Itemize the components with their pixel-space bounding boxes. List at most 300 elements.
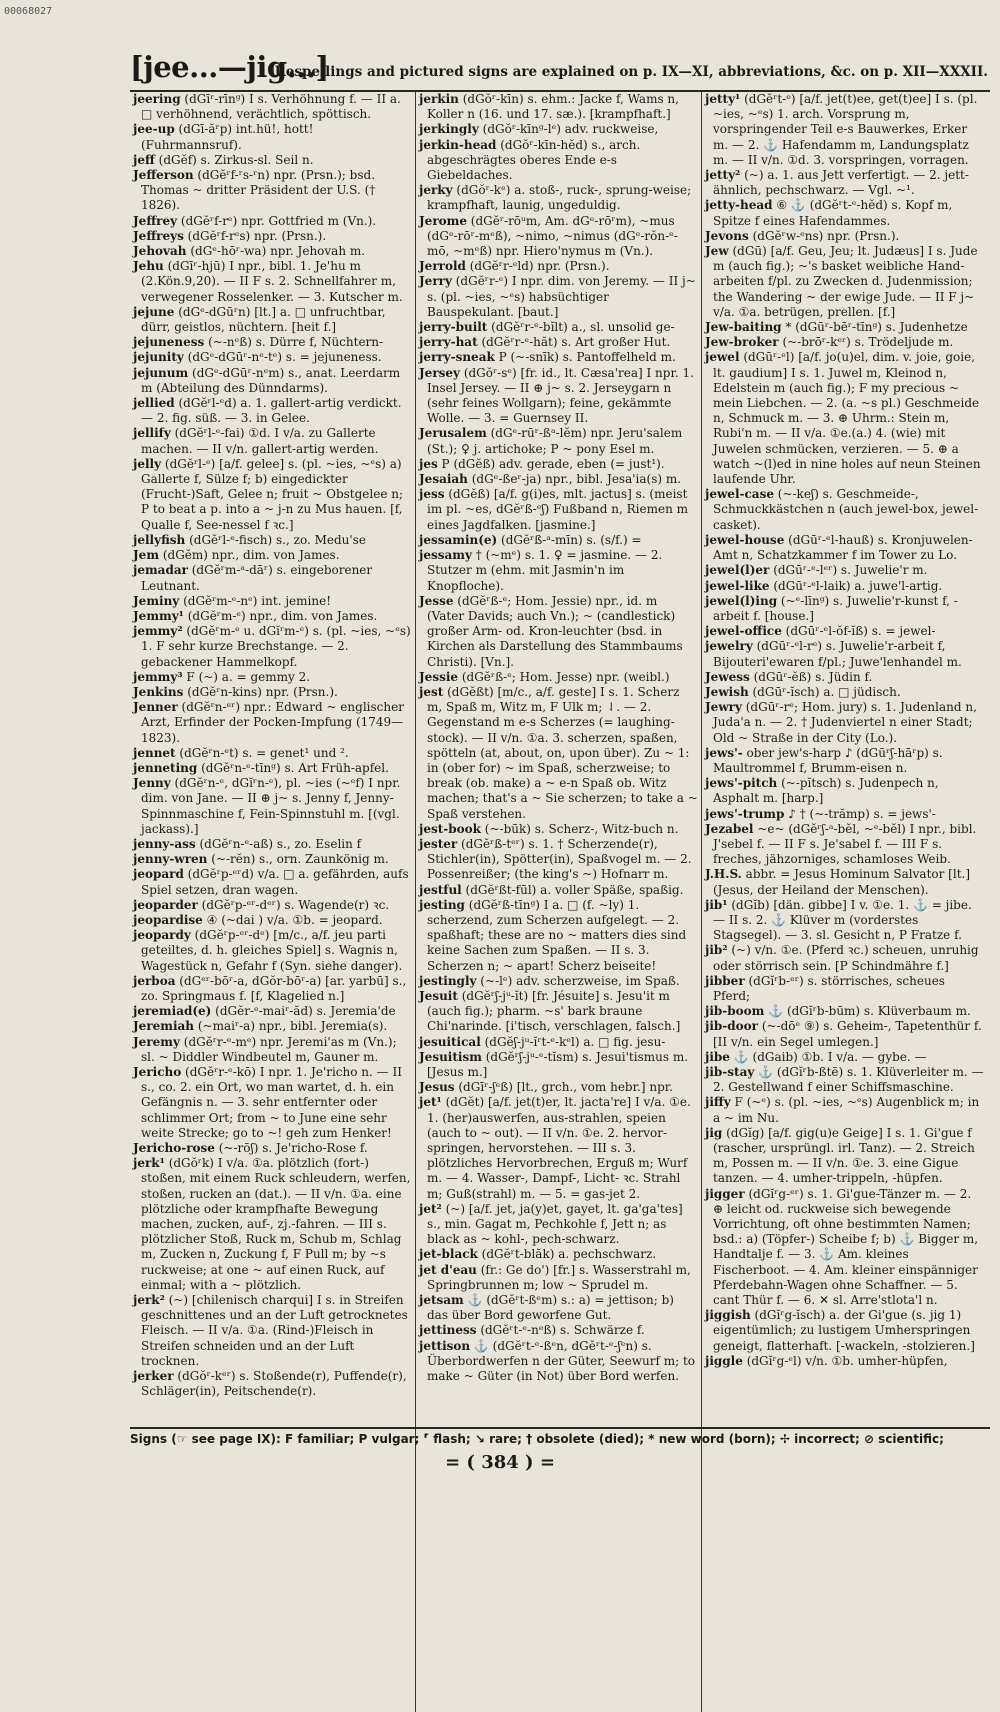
entry-headword: jest	[419, 684, 444, 699]
entry-headword: jess	[419, 487, 445, 502]
entry-definition: (dGĕʳl-ᵉ) [a/f. gelee] s. (pl. ~ies, ~ᵉs) a) Gallerte f, Sülze f; b) eingedickter (Frucht-)Saft, Gelee n; fruit ~ Obstgelee n; P to beat a p. into a ~ j-n zu Mus hauen. [f, Qualle f, See-nessel f ꝛc.]	[141, 456, 404, 532]
entry-headword: jibe	[705, 1049, 730, 1064]
entry-headword: Jeffrey	[133, 213, 178, 228]
entry-definition: (dGĕʳt-blăk) a. pechschwarz.	[477, 1247, 657, 1262]
dictionary-entry	[705, 1354, 985, 1369]
dictionary-entry	[133, 837, 412, 852]
dictionary-entry	[133, 1141, 412, 1156]
entry-definition: (dGĕʳr-ᵉ-kō) I npr. 1. Je'richo n. — II s., co. 2. ein Ort, wo man wartet, d. h. ein Gefängnis n. — 3. sehr entfernter oder schlimmer Ort; from ~ to June eine sehr weite Strecke; go to ~! geh zum Henker!	[141, 1065, 402, 1140]
entry-definition: (dGĕʳn-ᵉ, dGĭʳn-ᵉ), pl. ~ies (~ᵉf) I npr. dim. von Jane. — II ⊕ j~ s. Jenny f, Jenny-Spinnmaschine f, Fein-Spinnstuhl m. [(vgl. jackass).]	[141, 776, 401, 836]
entry-headword: Jemmy¹	[133, 608, 184, 623]
entry-definition: (~-nᵉß) s. Dürre f, Nüchtern-	[204, 335, 384, 350]
entry-definition: (dGᵉ-rūʳ-ßᵃ-lĕm) npr. Jeru'salem (St.); ♀ j. artichoke; P ~ pony Esel m.	[427, 426, 683, 456]
entry-definition: (dGīʳ-ʃᵉß) [lt., grch., vom hebr.] npr.	[454, 1080, 673, 1095]
entry-headword: jest-book	[419, 821, 481, 836]
entry-definition: (dGīʳ-hjū) I npr., bibl. 1. Je'hu m (2.Kön.9,20). — II F s. 2. Schnellfahrer m, verwegener Rosselenker. — 3. Kutscher m.	[141, 259, 403, 304]
dictionary-entry	[419, 1095, 698, 1201]
dictionary-entry	[133, 928, 412, 974]
dictionary-entry	[419, 335, 698, 350]
dictionary-entry	[419, 426, 698, 456]
dictionary-entry	[419, 274, 698, 320]
entry-headword: jews'-pitch	[705, 776, 778, 791]
dictionary-entry	[133, 1035, 412, 1065]
dictionary-entry	[705, 168, 985, 198]
entry-headword: Jessie	[419, 669, 459, 684]
entry-definition: (dGĕʳp-ᵉʳd) v/a. □ a. gefährden, aufs Spiel setzen, dran wagen.	[141, 867, 409, 897]
dictionary-entry	[705, 670, 985, 685]
entry-definition: (dGŏʳ-kīn) s. ehm.: Jacke f, Wams n, Koller n (16. und 17. sæ.). [krampfhaft.]	[427, 92, 679, 122]
entry-headword: jib¹	[705, 897, 728, 912]
entry-headword: Jezabel	[705, 821, 754, 836]
entry-definition: (~-brōʳ-kᵉʳ) s. Trödeljude m.	[778, 335, 954, 350]
entry-definition: (~-pĭtsch) s. Judenpech n, Asphalt m. [harp.]	[713, 776, 939, 806]
dictionary-entry	[133, 396, 412, 426]
entry-headword: jemmy³	[133, 669, 183, 684]
entry-definition: (dGᵉʳ-bōʳ-a, dGŏr-bōʳ-a) [ar. yarbū] s., zo. Springmaus f. [f, Klagelied n.]	[141, 973, 407, 1003]
entry-headword: jettiness	[419, 1323, 477, 1338]
entry-headword: jiffy	[705, 1095, 731, 1110]
dictionary-entry	[705, 867, 985, 897]
entry-definition: (dGĕʳn-ᵉʳ) npr.: Edward ~ englischer Arzt, Erfinder der Pocken-Impfung (1749—1823).	[141, 700, 404, 745]
dictionary-entry	[419, 989, 698, 1035]
dictionary-entry	[133, 548, 412, 563]
entry-definition: (dGĕʳm-ᵃ-dāʳ) s. eingeborener Leutnant.	[141, 563, 373, 593]
dictionary-entry	[419, 1339, 698, 1385]
dictionary-entry	[419, 685, 698, 822]
dictionary-entry	[705, 1004, 985, 1019]
entry-headword: jib-door	[705, 1019, 758, 1034]
dictionary-entry	[705, 700, 985, 746]
entry-headword: jiggle	[705, 1353, 743, 1368]
dictionary-entry	[133, 700, 412, 746]
entry-definition: (dGᵉ-ßeʳ-ja) npr., bibl. Jesa'ia(s) m.	[467, 472, 682, 487]
entry-definition: (~) [chilenisch charqui] I s. in Streifen geschnittenes und an der Luft getrocknetes Fleisch. — II v/a. ①a. (Rind-)Fleisch in Streifen schneiden und an der Luft trocknen.	[141, 1293, 408, 1368]
entry-headword: jet¹	[419, 1095, 442, 1110]
entry-definition: ~e~ (dGĕʳʃ-ᵃ-bĕl, ~ᵉ-bĕl) I npr., bibl. J'sebel f. — II F s. Je'sabel f. — III F s. freches, jähzorniges, schamloses Weib.	[713, 821, 977, 867]
dictionary-entry	[133, 92, 412, 122]
entry-headword: Jerome	[419, 213, 467, 228]
entry-definition: ober jew's-harp ♪ (dGūʳʃ-hāʳp) s. Maultrommel f, Brumm-eisen n.	[713, 745, 943, 775]
entry-headword: jeoparder	[133, 897, 198, 912]
entry-definition: (dGĕʳm-ᵉ-nᵉ) int. jemine!	[179, 593, 332, 608]
entry-definition: (dGĕʳp-ᵉʳ-dᵉʳ) s. Wagende(r) ꝛc.	[197, 897, 390, 912]
dictionary-entry	[705, 685, 985, 700]
entry-definition: (dGĕʃ-jᵘ-ĭʳt-ᵉ-kᵉl) a. □ fig. jesu-	[480, 1034, 666, 1049]
entry-definition: (dGĕʳl-ᵉ-fai) ①d. I v/a. zu Gallerte machen. — II v/n. gallert-artig werden.	[141, 426, 379, 456]
entry-definition: (dGᵉ-dGūʳ-nᵉm) s., anat. Leerdarm m (Abteilung des Dünndarms).	[141, 365, 401, 395]
entry-headword: jerker	[133, 1369, 174, 1384]
dictionary-entry	[419, 487, 698, 533]
entry-definition: (dGĕʳß-ᵉ; Hom. Jesse) npr. (weibl.)	[458, 669, 670, 684]
dictionary-entry	[133, 563, 412, 593]
entry-definition: (dGĕʳm-ᵉ) npr., dim. von James.	[183, 608, 378, 623]
dictionary-entry	[419, 366, 698, 427]
entry-definition: (dGĭʳg-ᵉl) v/n. ①b. umher-hüpfen,	[742, 1353, 948, 1368]
entry-definition: (dGŏʳ-kᵉ) a. stoß-, ruck-, sprung-weise; krampfhaft, launig, ungeduldig.	[427, 183, 692, 213]
dictionary-entry	[705, 350, 985, 487]
dictionary-entry	[133, 609, 412, 624]
dictionary-entry	[705, 1019, 985, 1049]
dictionary-entry	[705, 1126, 985, 1187]
entry-definition: (dGĕm) npr., dim. von James.	[159, 548, 340, 563]
entry-headword: Jesaiah	[419, 472, 468, 487]
dictionary-entry	[419, 1080, 698, 1095]
entry-definition: (dGĭʳg-ᵉʳ) s. 1. Gi'gue-Tänzer m. — 2. ⊕ leicht od. ruckweise sich bewegende Vorrichtung, oft ohne bestimmten Namen; bsd.: a) (Töpfer-) Scheibe f; b) ⚓ Bigger m, Handtalje f. — 3. ⚓ Am. kleines Fischerboot. — 4. Am. kleiner einspänniger Pferdebahn-Wagen ohne Schaffner. — 5. cant Thür f. — 6. ✕ sl. Arre'stlota'l n.	[713, 1186, 979, 1308]
dictionary-entry	[133, 1004, 412, 1019]
dictionary-entry	[419, 837, 698, 883]
entry-headword: jerkin-head	[419, 137, 497, 152]
entry-definition: (dGĕʳm-ᵉ u. dGĭʳm-ᵉ) s. (pl. ~ies, ~ᵉs) 1. F sehr kurze Brechstange. — 2. gebackener Hammelkopf.	[141, 624, 411, 669]
dictionary-entry	[705, 1050, 985, 1065]
entry-definition: (~-keʃ) s. Geschmeide-, Schmuckkästchen n (auch jewel-box, jewel-casket).	[713, 487, 979, 532]
entry-headword: jetsam	[419, 1293, 464, 1308]
entry-headword: jerry-sneak	[419, 350, 495, 365]
dictionary-entry	[705, 974, 985, 1004]
entry-headword: Jehu	[133, 259, 164, 274]
entry-headword: Jerusalem	[419, 426, 487, 441]
entry-headword: Jeminy	[133, 593, 180, 608]
entry-headword: jerkingly	[419, 122, 479, 137]
dictionary-entry	[705, 533, 985, 563]
entry-headword: jellied	[133, 396, 175, 411]
entry-headword: Jesse	[419, 593, 454, 608]
dictionary-entry	[705, 943, 985, 973]
entry-headword: jetty-head	[705, 198, 773, 213]
entry-definition: (~) [a/f. jet, ja(y)et, gayet, lt. ga'ga'tes] s., min. Gagat m, Pechkohle f, Jett n; as black as ~ kohl-, pech-schwarz.	[427, 1201, 683, 1247]
entry-headword: jemadar	[133, 563, 188, 578]
entry-definition: (dGĕß) [a/f. g(i)es, mlt. jactus] s. (meist im pl. ~es, dGĕʳß-ᵉʃ) Fußband n, Riemen m eines Jagdfalken. [jasmine.]	[427, 487, 688, 532]
entry-headword: Jew-baiting	[705, 320, 782, 335]
dictionary-entry	[705, 898, 985, 944]
entry-definition: (dGĕʳ-rōᵘm, Am. dGᵉ-rōʳm), ~mus (dGᵉ-rōʳ-mᵉß), ~nimo, ~nimus (dGᵉ-rŏn-ᵉ-mō, ~mᵉß) npr. Hiero'nymus m (Vn.).	[427, 213, 678, 259]
dictionary-entry	[133, 305, 412, 335]
entry-definition: (~-rĕn) s., orn. Zaunkönig m.	[207, 852, 389, 867]
dictionary-entry	[705, 1065, 985, 1095]
entry-definition: * (dGūʳ-bēʳ-tīnᵍ) s. Judenhetze	[781, 320, 968, 335]
entry-definition: (dGᵉ-dGūʳ-nᵉ-tᵉ) s. = jejuneness.	[183, 350, 382, 365]
dictionary-entry	[705, 244, 985, 320]
entry-definition: (dGĕʳl-ᵉd) a. 1. gallert-artig verdickt. — 2. fig. süß. — 3. in Gelee.	[141, 396, 402, 426]
dictionary-entry	[133, 366, 412, 396]
dictionary-entry	[133, 898, 412, 913]
dictionary-entry	[133, 350, 412, 365]
entry-definition: (fr.: Ge do') [fr.] s. Wasserstrahl m, Springbrunnen m; low ~ Sprudel m.	[427, 1262, 691, 1292]
guide-words: [jee...—jig...]	[130, 50, 329, 84]
entry-headword: Jewess	[705, 669, 750, 684]
entry-definition: (dGĕʳr-ᵉ-hăt) s. Art großer Hut.	[477, 335, 671, 350]
entry-headword: Jerry	[419, 274, 452, 289]
dictionary-entry	[419, 548, 698, 594]
entry-headword: Jersey	[419, 365, 460, 380]
entry-definition: ⚓ (dGĭʳb-būm) s. Klüverbaum m.	[764, 1004, 971, 1019]
dictionary-entry	[133, 852, 412, 867]
dictionary-entry	[705, 335, 985, 350]
entry-definition: (~-lᵉ) adv. scherzweise, im Spaß.	[476, 973, 680, 988]
dictionary-entry	[419, 350, 698, 365]
entry-definition: (dGĕʳn-kins) npr. (Prsn.).	[183, 684, 338, 699]
entry-definition: (~-rōʃ) s. Je'richo-Rose f.	[214, 1141, 368, 1156]
dictionary-entry	[133, 761, 412, 776]
dictionary-entry	[419, 138, 698, 184]
entry-headword: jenneting	[133, 760, 198, 775]
entry-headword: jee-up	[133, 122, 175, 137]
dictionary-entry	[133, 1293, 412, 1369]
entry-headword: jemmy²	[133, 624, 183, 639]
dictionary-entry	[419, 883, 698, 898]
dictionary-entry	[705, 594, 985, 624]
entry-headword: jester	[419, 836, 458, 851]
dictionary-entry	[705, 807, 985, 822]
dictionary-entry	[133, 670, 412, 685]
entry-definition: (dGĕʳl-ᵉ-fisch) s., zo. Medu'se	[185, 532, 366, 547]
entry-headword: jeering	[133, 92, 181, 106]
entry-definition: F (~ᵉ) s. (pl. ~ies, ~ᵉs) Augenblick m; in a ~ im Nu.	[713, 1095, 980, 1125]
entry-definition: (dGĕf) s. Zirkus-sl. Seil n.	[154, 152, 314, 167]
entry-definition: (~ᵉ-līnᵍ) s. Juwelie'r-kunst f, -arbeit f. [house.]	[713, 593, 958, 623]
dictionary-entry	[705, 746, 985, 776]
dictionary-entry	[705, 563, 985, 578]
entry-definition: (dGĕʳt-ᵉ) [a/f. jet(t)ee, get(t)ee] I s. (pl. ~ies, ~ᵉs) 1. arch. Vorsprung m, vorspringender Teil e-s Bauwerkes, Erker m. — 2. ⚓ Hafendamm m, Landungsplatz m. — II v/n. ①d. 3. vorspringen, vorragen.	[713, 92, 978, 167]
entry-headword: jeopard	[133, 867, 184, 882]
entry-headword: jet d'eau	[419, 1262, 477, 1277]
entry-headword: jewel-like	[705, 578, 770, 593]
dictionary-entry	[133, 229, 412, 244]
entry-headword: jessamy	[419, 548, 472, 563]
entry-definition: ⚓ (dGaib) ①b. I v/a. — gybe. —	[729, 1049, 927, 1064]
entry-headword: Jericho	[133, 1065, 182, 1079]
entry-headword: jellify	[133, 426, 171, 441]
entry-definition: (~-dōᵉ ⑨) s. Geheim-, Tapetenthür f. [II v/n. ein Segel umlegen.]	[713, 1019, 982, 1049]
entry-headword: jewel-office	[705, 624, 782, 639]
entry-headword: jelly	[133, 456, 162, 471]
page-id: 00068027	[4, 6, 53, 17]
entry-definition: (dGĕʳr-ᵉ-bĭlt) a., sl. unsolid ge-	[487, 320, 675, 335]
entry-headword: jettison	[419, 1338, 471, 1353]
entry-definition: (dGĕʳʃ-jᵘ-ĭt) [fr. Jésuite] s. Jesu'it m (auch fig.); pharm. ~s' bark braune Chi'narinde. [i'tisch, verschlagen, falsch.]	[427, 988, 681, 1034]
dictionary-entry	[133, 974, 412, 1004]
entry-definition: (dGĭb) [dän. gibbe] I v. ①e. 1. ⚓ = jibe. — II s. 2. ⚓ Klüver m (vorderstes Stagsegel). — 3. sl. Gesicht n, P Fratze f.	[713, 897, 972, 943]
dictionary-entry	[133, 335, 412, 350]
entry-headword: jestingly	[419, 973, 477, 988]
entry-definition: (~-būk) s. Scherz-, Witz-buch n.	[480, 821, 679, 836]
entry-headword: jet-black	[419, 1247, 478, 1262]
entry-definition: (dGĕʳßt-fūl) a. voller Späße, spaßig.	[461, 882, 684, 897]
dictionary-entry	[419, 974, 698, 989]
dictionary-entry	[419, 320, 698, 335]
dictionary-entry	[705, 822, 985, 868]
dictionary-entry	[419, 472, 698, 487]
entry-definition: P (dGĕß) adv. gerade, eben (= just¹).	[437, 456, 665, 471]
dictionary-entry	[419, 822, 698, 837]
entry-definition: (dGĕt) [a/f. jet(t)er, lt. jacta're] I v/a. ①e. 1. (her)auswerfen, aus-strahlen, speien (auch to ~ out). — II v/n. ①e. 2. hervor-springen, hervorstehen. — III s. 3. plötzliches Hervorbrechen, Erguß m; Wurf m. — 4. Wasser-, Dampf-, Licht- ꝛc. Strahl m; Guß(strahl) m. — 5. = gas-jet 2.	[427, 1095, 691, 1201]
dictionary-entry	[419, 183, 698, 213]
entry-definition: (~) a. 1. aus Jett verfertigt. — 2. jett-ähnlich, pechschwarz. — Vgl. ~¹.	[713, 168, 969, 198]
entry-definition: ⚓ (dGĕʳt-ᵉ-ßᵉn, dGĕʳt-ᵉ-ʃᵉn) s. Überbordwerfen n der Güter, Seewurf m; to make ~ Güter (in Not) über Bord werfen.	[427, 1338, 696, 1384]
entry-definition: (dGĕʳp-ᵉʳ-dᵉ) [m/c., a/f. jeu parti geteiltes, d. h. gleiches Spiel] s. Wagnis n, Wagestück n, Gefahr f (Syn. siehe danger).	[141, 928, 403, 973]
dictionary-entry	[419, 898, 698, 974]
page-header	[130, 50, 990, 92]
entry-headword: jenny-ass	[133, 836, 196, 851]
dictionary-entry	[705, 487, 985, 533]
entry-headword: jet²	[419, 1201, 442, 1216]
entry-definition: (dGūʳ-ᵉl) [a/f. jo(u)el, dim. v. joie, goie, lt. gaudium] I s. 1. Juwel m, Kleinod n, Edelstein m (auch fig.); F my precious ~ mein Liebchen. — 2. (a. ~s pl.) Geschmeide n, Schmuck m. — 3. ⊕ Uhrm.: Stein m, Rubi'n m. — II v/a. ①e.(a.) 4. (wie) mit Juwelen schmücken, verzieren. — 5. ⊕ a watch ~(l)ed in nine holes auf neun Steinen laufende Uhr.	[713, 350, 981, 487]
entry-headword: jerry-hat	[419, 335, 478, 350]
dictionary-entry	[419, 1202, 698, 1248]
entry-definition: (dGŏʳ-sᵉ) [fr. id., lt. Cæsa'rea] I npr. 1. Insel Jersey. — II ⊕ j~ s. 2. Jerseygarn n (sehr feines Wollgarn); feine, gekämmte Wolle. — 3. = Guernsey II.	[427, 365, 694, 426]
entry-headword: jennet	[133, 745, 176, 760]
entry-headword: Jesuit	[419, 988, 458, 1003]
entry-headword: jejunity	[133, 350, 184, 365]
dictionary-entry	[705, 1187, 985, 1309]
dictionary-entry	[133, 746, 412, 761]
entry-headword: jib-boom	[705, 1004, 765, 1019]
entry-headword: jeopardy	[133, 928, 191, 943]
entry-definition: (dGūʳ-rᵉ; Hom. jury) s. 1. Judenland n, Juda'a n. — 2. † Judenviertel n einer Stadt; Old ~ Straße in der City (Lo.).	[713, 700, 977, 745]
entry-definition: (dGĕʳß-ᵃ-mīn) s. (s/f.) =	[497, 532, 642, 547]
entry-headword: Jenner	[133, 700, 178, 715]
dictionary-entry	[705, 639, 985, 669]
dictionary-entry	[133, 867, 412, 897]
dictionary-entry	[419, 1050, 698, 1080]
entry-headword: jib-stay	[705, 1065, 755, 1079]
entry-definition: (dGᵉ-hōʳ-wa) npr. Jehovah m.	[186, 244, 366, 259]
entry-definition: (dGĕʳr-ᵉld) npr. (Prsn.).	[465, 259, 610, 274]
dictionary-entry	[419, 122, 698, 137]
dictionary-entry	[419, 92, 698, 122]
entry-definition: (dGĕʳf-ʳs-ʳn) npr. (Prsn.); bsd. Thomas ~ dritter Präsident der U.S. († 1826).	[141, 168, 376, 213]
dictionary-entry	[705, 229, 985, 244]
entry-definition: (dGĕʳß-tᵉʳ) s. 1. † Scherzende(r), Stichler(in), Spötter(in), Spaßvogel m. — 2. Possenreißer; (the king's ~) Hofnarr m.	[427, 836, 692, 882]
entry-definition: ⚓ (dGĕʳt-ßᵉm) s.: a) = jettison; b) das über Bord geworfene Gut.	[427, 1293, 674, 1323]
entry-headword: jiggish	[705, 1308, 751, 1323]
dictionary-entry	[133, 624, 412, 670]
dictionary-entry	[419, 1293, 698, 1323]
entry-headword: jib²	[705, 943, 728, 958]
entry-definition: † (~mᵉ) s. 1. ♀ = jasmine. — 2. Stutzer m (ehm. mit Jasmin'n im Knopfloche).	[427, 548, 663, 593]
entry-headword: Jeremiah	[133, 1019, 195, 1034]
entry-definition: (dGūʳ-ᵉl-hauß) s. Kronjuwelen-Amt n, Schatzkammer f im Tower zu Lo.	[713, 532, 973, 563]
entry-definition: (dGĕʳn-ᵉ-aß) s., zo. Eselin f	[195, 836, 362, 851]
dictionary-entry	[133, 426, 412, 456]
entry-headword: jeremiad(e)	[133, 1004, 212, 1019]
entry-headword: Jefferson	[133, 168, 194, 183]
dictionary-entry	[133, 685, 412, 700]
entry-headword: jerk²	[133, 1293, 165, 1308]
page-number: = ( 384 ) =	[445, 1452, 555, 1473]
dictionary-entry	[133, 1065, 412, 1141]
entry-headword: jellyfish	[133, 532, 186, 547]
entry-headword: jews'-	[705, 745, 743, 760]
dictionary-entry	[133, 533, 412, 548]
entry-headword: jejuneness	[133, 335, 205, 350]
entry-headword: jerboa	[133, 973, 176, 988]
entry-headword: jetty²	[705, 168, 741, 183]
entry-headword: J.H.S.	[705, 867, 742, 882]
entry-headword: jeopardise	[133, 912, 203, 927]
page-footer	[130, 1427, 990, 1451]
entry-headword: jig	[705, 1125, 723, 1140]
entry-headword: Jenny	[133, 776, 171, 791]
dictionary-entry	[419, 1323, 698, 1338]
dictionary-entry	[419, 594, 698, 670]
entry-definition: abbr. = Jesus Hominum Salvator [lt.] (Jesus, der Heiland der Menschen).	[713, 867, 971, 897]
entry-definition: (dGĕʳʃ-jᵘ-ᵉ-tĭsm) s. Jesui'tismus m. [Jesus m.]	[427, 1049, 689, 1079]
entry-headword: Jem	[133, 548, 160, 563]
entry-headword: jibber	[705, 973, 745, 988]
dictionary-entry	[705, 1095, 985, 1125]
entry-definition: (dGĕʳf-rᵉ) npr. Gottfried m (Vn.).	[177, 213, 377, 228]
dictionary-entry	[705, 579, 985, 594]
dictionary-entry	[133, 122, 412, 152]
entry-headword: Jevons	[705, 228, 749, 243]
entry-definition: (dGĭg) [a/f. gig(u)e Geige] I s. 1. Gi'gue f (rascher, ursprüngl. irl. Tanz). — 2. Streich m, Possen m. — II v/n. ①e. 3. eine Gigue tanzen. — 4. umher-trippeln, -hüpfen.	[713, 1125, 975, 1186]
dictionary-entry	[133, 244, 412, 259]
entry-definition: (dGŏʳk) I v/a. ①a. plötzlich (fort-) stoßen, mit einem Ruck schleudern, werfen, stoßen, rucken an (dat.). — II v/n. ①a. eine plötzliche oder krampfhafte Bewegung machen, zucken, auf-, zj.-fahren. — III s. plötzlicher Stoß, Ruck m, Schub m, Schlag m, Zucken n, Zuckung f, F Pull m; by ~s ruckweise; at one ~ auf einen Ruck, auf einmal; with a ~ plötzlich.	[141, 1156, 411, 1292]
entry-definition: ♪ † (~-trămp) s. = jews'-	[784, 806, 936, 821]
entry-definition: (~) v/n. ①e. (Pferd ꝛc.) scheuen, unruhig oder störrisch sein. [P Schindmähre f.]	[713, 943, 979, 973]
dictionary-entry	[133, 913, 412, 928]
dictionary-entry	[133, 259, 412, 305]
entry-definition: (dGĕʳß-ᵉ; Hom. Jessie) npr., id. m (Vater Davids; auch Vn.); ~ (candlestick) großer Arm- od. Kron-leuchter (bsd. in Kirchen als Darstellung des Stammbaums Christi). [Vn.].	[427, 593, 683, 669]
dictionary-entry	[419, 670, 698, 685]
entry-headword: jewel-case	[705, 487, 774, 502]
entry-definition: (dGūʳ-ᵉl-laik) a. juwe'l-artig.	[769, 578, 943, 593]
entry-definition: (dGĕʳr-ᵉ-mᵉ) npr. Jeremi'as m (Vn.); sl. ~ Diddler Windbeutel m, Gauner m.	[141, 1034, 397, 1064]
entry-definition: P (~-snīk) s. Pantoffelheld m.	[494, 350, 676, 365]
entry-definition: (dGūʳ-ᵉ-lᵉʳ) s. Juwelie'r m.	[769, 563, 928, 578]
entry-definition: (dGūʳ-ĕß) s. Jüdin f.	[749, 669, 873, 684]
entry-definition: (dGĕr-ᵉ-maiʳ-ăd) s. Jeremia'de	[211, 1004, 396, 1019]
header-note: Respellings and pictured signs are explained on p. IX—XI, abbreviations, &c. on p. XII—XXXII.	[274, 64, 988, 80]
entry-headword: jigger	[705, 1186, 745, 1201]
entry-definition: (dGīʳ-rīnᵍ) I s. Verhöhnung f. — II a. □ verhöhnend, verächtlich, spöttisch.	[141, 92, 401, 122]
entry-headword: jes	[419, 456, 438, 471]
entry-definition: (dGŏʳ-kᵉʳ) s. Stoßende(r), Puffende(r), Schläger(in), Peitschende(r).	[141, 1369, 407, 1399]
dictionary-entry	[419, 1035, 698, 1050]
entry-definition: (dGĕʳf-rᵉs) npr. (Prsn.).	[183, 228, 327, 243]
entry-definition: (dGĕßt) [m/c., a/f. geste] I s. 1. Scherz m, Spaß m, Witz m, F Ulk m; ⇃. — 2. Gegenstand m e-s Scherzes (= laughing-stock). — II v/n. ①a. 3. scherzen, spaßen, spötteln (at, about, on, upon über). Zu ~ 1: in (ober for) ~ im Spaß, scherzweise; to break (ob. make) a ~ e-n Spaß ob. Witz machen; that's a ~ Sie scherzen; to take a ~ Spaß verstehen.	[427, 684, 698, 821]
entry-headword: jerry-built	[419, 320, 488, 335]
entry-definition: (dGĕʳr-ᵉ) I npr. dim. von Jeremy. — II j~ s. (pl. ~ies, ~ᵉs) habsüchtiger Bauspekulant. [baut.]	[427, 274, 696, 319]
entry-definition: ⚓ (dGĭʳb-ßtē) s. 1. Klüverleiter m. — 2. Gestellwand f einer Schiffsmaschine.	[713, 1065, 984, 1095]
entry-definition: (dGĭʳb-ᵉʳ) s. störrisches, scheues Pferd;	[713, 973, 945, 1003]
entry-definition: (dGᵉ-dGūʳn) [lt.] a. □ unfruchtbar, dürr, geistlos, nüchtern. [heit f.]	[141, 304, 386, 335]
entry-definition: (dGūʳ-ᵉl-ŏf-ĭß) s. = jewel-	[781, 624, 936, 639]
entry-definition: (dGŏʳ-kīnᵍ-lᵉ) adv. ruckweise,	[478, 122, 659, 137]
entry-headword: jews'-trump	[705, 806, 785, 821]
dictionary-entry	[705, 198, 985, 228]
entry-definition: (dGŏʳ-kīn-hĕd) s., arch. abgeschrägtes oberes Ende e-s Giebeldaches.	[427, 137, 641, 183]
entry-headword: jessamin(e)	[419, 532, 498, 547]
entry-definition: (dGī-ăʳp) int.hü!, hott! (Fuhrmannsruf).	[141, 122, 314, 152]
dictionary-entry	[133, 214, 412, 229]
dictionary-entry	[705, 1308, 985, 1354]
entry-headword: Jerrold	[419, 259, 466, 274]
entry-headword: jewel(l)er	[705, 563, 770, 578]
entry-headword: jejunum	[133, 365, 189, 380]
entry-headword: Jericho-rose	[133, 1141, 215, 1156]
entry-definition: (dGĕʳß-tīnᵍ) I a. □ (f. ~ly) 1. scherzend, zum Scherzen aufgelegt. — 2. spaßhaft; these are no ~ matters dies sind keine Sachen zum Spaßen. — II s. 3. Scherzen n; ~ apart! Scherz beiseite!	[427, 897, 687, 973]
dictionary-entry	[133, 1369, 412, 1399]
entry-definition: (dGĕʳn-ᵉt) s. = genet¹ und ².	[175, 745, 349, 760]
entry-headword: jesuitical	[419, 1034, 481, 1049]
entry-headword: Jeffreys	[133, 228, 184, 243]
dictionary-entry	[133, 776, 412, 837]
entry-definition: (dGūʳ-ᵉl-rᵉ) s. Juwelie'r-arbeit f, Bijouteri'ewaren f/pl.; Juwe'lenhandel m.	[713, 639, 962, 669]
entry-definition: (dGĕʳn-ᵉ-tīnᵍ) s. Art Früh-apfel.	[197, 760, 389, 775]
entry-headword: jeff	[133, 152, 155, 167]
dictionary-entry	[419, 1263, 698, 1293]
